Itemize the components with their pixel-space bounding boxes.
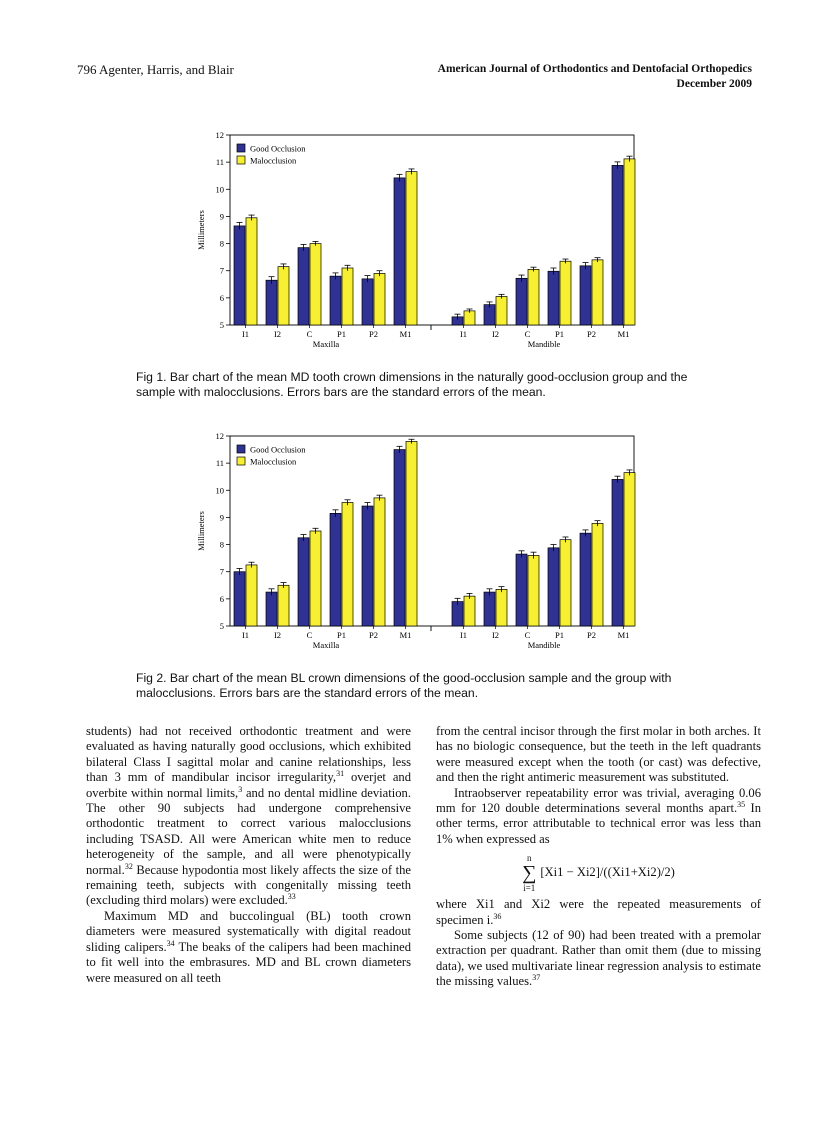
x-tick-label: P2 [587,630,596,640]
x-tick-label: I1 [241,630,250,640]
bar [624,473,635,626]
group-label-mandible: Mandible [527,640,561,650]
bar [330,276,341,325]
bar [374,498,385,626]
error-equation: n ∑ i=1[Xi1 − Xi2]/((Xi1+Xi2)/2) [522,853,675,894]
bar [362,279,373,325]
y-tick-label: 9 [219,211,224,222]
bar [528,555,539,626]
bar [278,267,289,325]
bar [464,596,475,626]
bar [310,244,321,325]
legend-label: Good Occlusion [250,143,306,154]
y-tick-label: 12 [215,431,224,441]
bar [394,450,405,626]
bar [624,159,635,325]
bar [374,273,385,325]
bar [362,506,373,626]
figure-1-caption: Fig 1. Bar chart of the mean MD tooth crown dimensions in the naturally good-occlusion group and the sample with malocclusions. Errors bars are the standard errors of the mean. [136,370,688,399]
bar [548,548,559,626]
y-tick-label: 9 [219,512,224,523]
figure-2-chart [150,426,710,661]
bar [496,589,507,626]
bar [246,218,257,325]
paragraph: Intraobserver repeatability error was trivial, averaging 0.06 mm for 120 double determinations several months apart.$^{35}$ In other terms, error attributable to technical error was less than 1% when expressed as [436,785,762,846]
x-tick-label: I2 [273,329,282,339]
x-tick-label: C [306,630,313,640]
bar [580,533,591,626]
bar [464,311,475,325]
paragraph: from the central incisor through the first molar in both arches. It has no biologic consequence, but the teeth in the left quadrants were measured except when the tooth (or cast) was defective, and then the right antimeric measurement was substituted. [436,724,761,785]
paragraph: Some subjects (12 of 90) had been treated with a premolar extraction per quadrant. Rather than omit them (due to missing data), we used multivariate linear regression analysis to estimate the missing values.$^{37}$ [436,928,761,989]
y-tick-label: 6 [219,292,224,303]
x-tick-label: P1 [337,630,346,640]
y-tick-label: 10 [215,485,224,496]
x-tick-label: I1 [459,329,468,339]
y-axis-label: Millimeters [196,210,206,250]
bar [342,268,353,325]
x-tick-label: C [524,630,531,640]
y-tick-label: 8 [219,539,224,550]
x-tick-label: C [306,329,313,339]
bar [278,585,289,626]
bar [266,592,277,626]
bar [612,479,623,626]
x-tick-label: M1 [399,630,412,640]
x-tick-label: P2 [587,329,596,339]
bar [342,503,353,627]
x-tick-label: I2 [273,630,282,640]
running-header-left: 796 Agenter, Harris, and Blair [77,62,234,77]
x-tick-label: I2 [491,630,500,640]
bar [592,523,603,626]
bar [298,248,309,325]
legend-label: Good Occlusion [250,444,306,455]
legend-swatch [237,457,245,465]
issue-date: December 2009 [676,78,752,90]
journal-title: American Journal of Orthodontics and Dentofacial Orthopedics [437,63,752,75]
x-tick-label: P2 [369,630,378,640]
bar [406,441,417,626]
figure-2-caption: Fig 2. Bar chart of the mean BL crown dimensions of the good-occlusion sample and the group with malocclusions. Errors bars are the standard errors of the mean. [136,671,672,700]
bar [580,266,591,325]
legend-swatch [237,156,245,164]
group-label-maxilla: Maxilla [312,339,340,349]
y-tick-label: 7 [219,566,224,577]
y-tick-label: 10 [215,184,224,195]
bar [496,297,507,326]
bar [484,592,495,626]
y-tick-label: 11 [215,458,224,469]
x-tick-label: I2 [491,329,500,339]
legend-swatch [237,144,245,152]
group-label-maxilla: Maxilla [312,640,340,650]
bar [560,261,571,325]
bar [516,278,527,325]
bar [560,540,571,626]
x-tick-label: P1 [555,329,564,339]
bar [528,269,539,325]
x-tick-label: M1 [617,630,630,640]
bar [298,538,309,626]
legend-swatch [237,445,245,453]
y-axis-label: Millimeters [196,511,206,551]
bar [266,280,277,325]
right-text-column [436,724,761,990]
left-text-column [86,724,411,986]
legend-label: Malocclusion [250,456,297,467]
bar [246,565,257,626]
x-tick-label: P1 [555,630,564,640]
y-tick-label: 5 [219,320,224,330]
bar [330,513,341,626]
bar [592,260,603,325]
y-tick-label: 6 [219,593,224,604]
summation-symbol: n ∑ i=1 [522,853,537,894]
running-header-right [438,62,752,92]
bar [234,572,245,626]
paragraph: students) had not received orthodontic treatment and were evaluated as having naturally good occlusions, which exhibited bilateral Class I sagittal molar and canine relationships, less than 3 mm of mandibular incisor irregularity,$^{31}$ overjet and overbite within normal limits,$^3$ and no dental midline deviation. The other 90 subjects had undergone comprehensive orthodontic treatment to correct various malocclusions including TSASD. All were American white men to reduce heterogeneity of the sample, and all were phenotypically normal.$^{32}$ Because hypodontia most likely affects the size of the remaining teeth, subjects with congenitally missing teeth (excluding third molars) were excluded.$^{33}$ [86,724,412,908]
bar [310,531,321,626]
x-tick-label: P1 [337,329,346,339]
bar [484,305,495,325]
x-tick-label: I1 [459,630,468,640]
y-tick-label: 7 [219,265,224,276]
bar [452,602,463,626]
x-tick-label: M1 [399,329,412,339]
figure-1-chart [150,125,710,360]
group-label-mandible: Mandible [527,339,561,349]
paragraph: where Xi1 and Xi2 were the repeated measurements of specimen i.$^{36}$ [436,897,761,927]
y-tick-label: 11 [215,157,224,168]
bar [406,172,417,325]
y-tick-label: 5 [219,621,224,631]
x-tick-label: C [524,329,531,339]
y-tick-label: 12 [215,130,224,140]
legend-label: Malocclusion [250,155,297,166]
bar [234,226,245,325]
bar [612,165,623,325]
bar [548,271,559,325]
paragraph: Maximum MD and buccolingual (BL) tooth crown diameters were measured systematically with digital readout sliding calipers.$^{34}$ The beaks of the calipers had been machined to fit well into the embrasures. MD and BL crown diameters were measured on all teeth [86,908,411,985]
y-tick-label: 8 [219,238,224,249]
bar [394,178,405,325]
x-tick-label: P2 [369,329,378,339]
bar [516,554,527,626]
x-tick-label: I1 [241,329,250,339]
x-tick-label: M1 [617,329,630,339]
